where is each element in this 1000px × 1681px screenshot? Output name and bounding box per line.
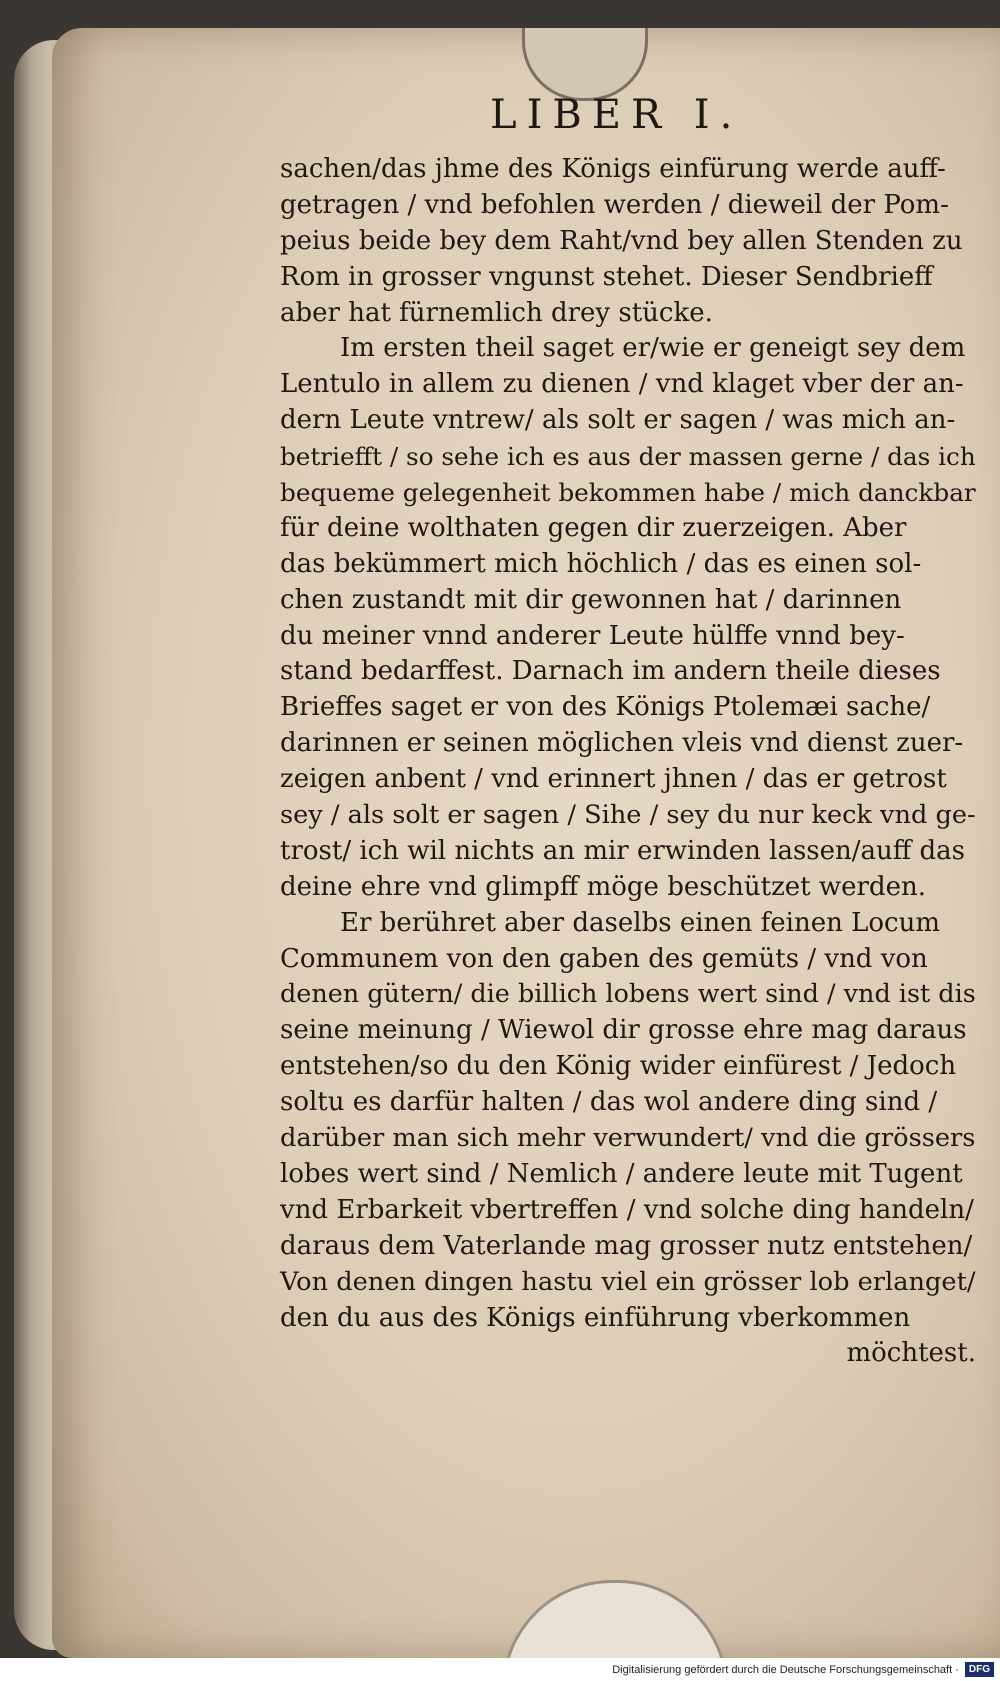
text-line: bequeme gelegenheit bekommen habe / mich danckbar: [280, 478, 976, 508]
text-line: stand bedarffest. Darnach im andern theile dieses: [280, 656, 941, 687]
text-line: entstehen/so du den König wider einfürest / Jedoch: [280, 1051, 957, 1082]
text-line: Von denen dingen hastu viel ein grösser lob erlanget/: [280, 1266, 976, 1297]
dfg-logo: DFG: [965, 1662, 994, 1677]
text-line: daraus dem Vaterlande mag grosser nutz entstehen/: [280, 1230, 973, 1261]
text-line: Im ersten theil saget er/wie er geneigt sey dem: [340, 333, 966, 364]
text-line: aber hat fürnemlich drey stücke.: [280, 297, 713, 328]
text-line: Er berühret aber daselbs einen feinen Locum: [340, 907, 941, 938]
text-line: Rom in grosser vngunst stehet. Dieser Sendbrieff: [280, 261, 933, 292]
text-line: Communem von den gaben des gemüts / vnd von: [280, 943, 928, 974]
text-line: getragen / vnd befohlen werden / dieweil der Pom-: [280, 189, 949, 220]
text-line: sey / als solt er sagen / Sihe / sey du nur keck vnd ge-: [280, 800, 976, 831]
digitization-footer: [0, 1658, 1000, 1681]
text-line: deine ehre vnd glimpff möge beschützet werden.: [280, 871, 926, 902]
text-line: darüber man sich mehr verwundert/ vnd die grössers: [280, 1123, 976, 1154]
text-line: chen zustandt mit dir gewonnen hat / darinnen: [280, 584, 902, 615]
text-line: soltu es darfür halten / das wol andere ding sind /: [280, 1087, 938, 1118]
footer-credit: Digitalisierung gefördert durch die Deutsche Forschungsgemeinschaft ·: [612, 1663, 959, 1676]
text-line: für deine wolthaten gegen dir zuerzeigen. Aber: [280, 512, 907, 543]
text-line: dern Leute vntrew/ als solt er sagen / was mich an-: [280, 405, 956, 436]
text-line: denen gütern/ die billich lobens wert sind / vnd ist dis: [280, 979, 976, 1010]
text-line: Lentulo in allem zu dienen / vnd klaget vber der an-: [280, 369, 964, 400]
text-line: vnd Erbarkeit vbertreffen / vnd solche ding handeln/: [280, 1194, 974, 1225]
running-header: LIBER I.: [490, 92, 743, 138]
text-line: betriefft / so sehe ich es aus der massen gerne / das ich: [280, 442, 976, 472]
text-line: das bekümmert mich höchlich / das es einen sol-: [280, 548, 922, 579]
text-line: Brieffes saget er von des Königs Ptolemæi sache/: [280, 692, 931, 723]
text-line: lobes wert sind / Nemlich / andere leute mit Tugent: [280, 1158, 963, 1189]
text-line: darinnen er seinen möglichen vleis vnd dienst zuer-: [280, 728, 964, 759]
body-text: [280, 152, 976, 1372]
text-line: du meiner vnnd anderer Leute hülffe vnnd bey-: [280, 620, 905, 651]
text-line: sachen/das jhme des Königs einfürung werde auff-: [280, 154, 946, 184]
text-line: möchtest.: [846, 1338, 976, 1369]
top-clip: [522, 28, 648, 101]
text-line: seine meinung / Wiewol dir grosse ehre mag daraus: [280, 1015, 967, 1046]
text-line: peius beide bey dem Raht/vnd bey allen Stenden zu: [280, 225, 963, 256]
bottom-clip: [502, 1580, 728, 1658]
text-line: zeigen anbent / vnd erinnert jhnen / das er getrost: [280, 764, 947, 795]
text-line: trost/ ich wil nichts an mir erwinden lassen/auff das: [280, 835, 966, 866]
text-line: den du aus des Königs einführung vberkommen: [280, 1302, 911, 1333]
